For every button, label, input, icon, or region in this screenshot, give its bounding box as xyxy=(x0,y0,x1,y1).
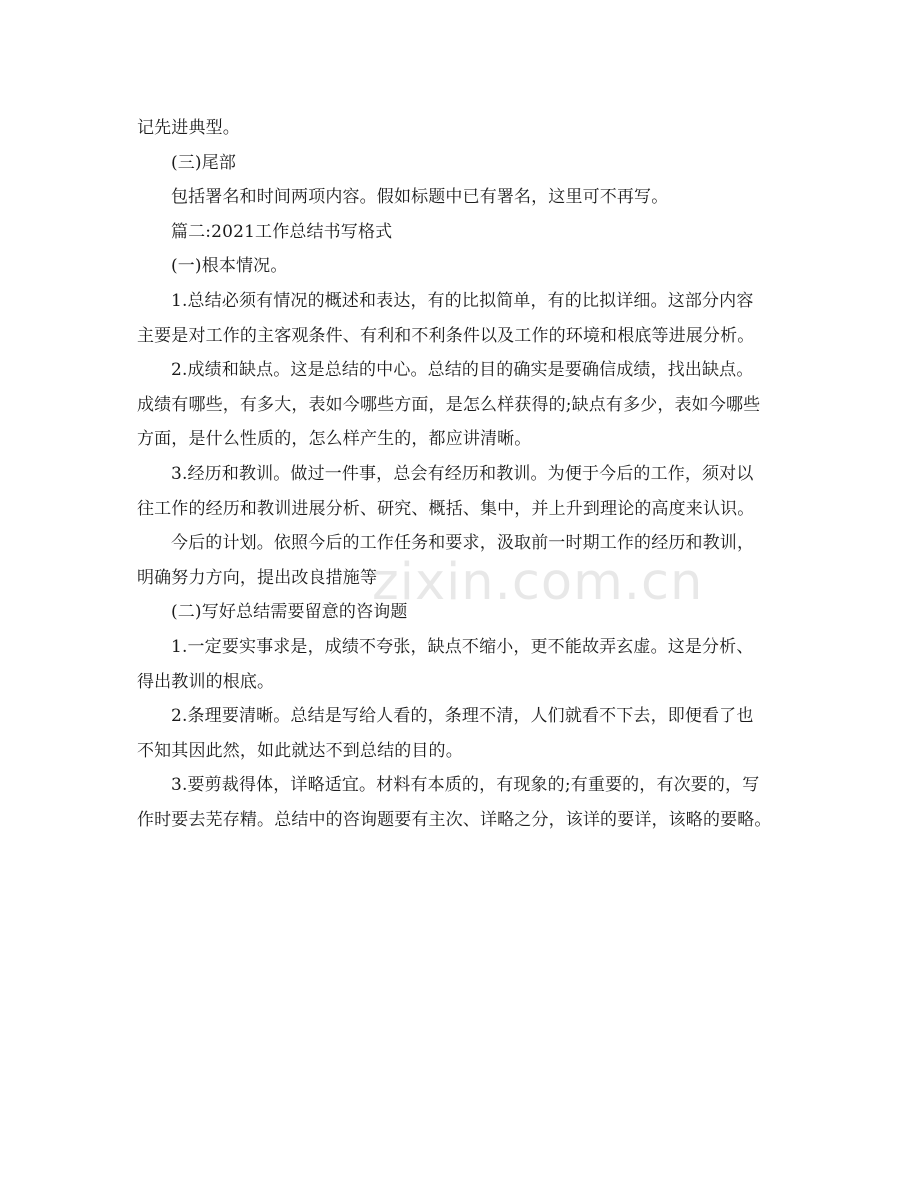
text-line-7: 主要是对工作的主客观条件、有利和不利条件以及工作的环境和根底等进展分析。 xyxy=(137,325,755,346)
text-line-16: 1.一定要实事求是，成绩不夸张，缺点不缩小，更不能故弄玄虚。这是分析、 xyxy=(171,636,754,657)
text-line-14: 明确努力方向，提出改良措施等 xyxy=(137,567,378,588)
text-line-18: 2.条理要清晰。总结是写给人看的，条理不清，人们就看不下去，即便看了也 xyxy=(171,706,754,727)
text-line-1: 记先进典型。 xyxy=(137,118,240,138)
text-line-10: 方面，是什么性质的，怎么样产生的，都应讲清晰。 xyxy=(137,429,532,450)
text-line-8: 2.成绩和缺点。这是总结的中心。总结的目的确实是要确信成绩，找出缺点。 xyxy=(171,360,754,381)
section-heading-basic: (一)根本情况。 xyxy=(171,256,288,277)
text-line-11: 3.经历和教训。做过一件事，总会有经历和教训。为便于今后的工作，须对以 xyxy=(171,463,754,484)
document-body xyxy=(137,111,787,837)
text-line-3: 包括署名和时间两项内容。假如标题中已有署名，这里可不再写。 xyxy=(171,187,669,208)
text-line-12: 往工作的经历和教训进展分析、研究、概括、集中，并上升到理论的高度来认识。 xyxy=(137,498,755,519)
watermark: zixin.com.cn xyxy=(372,553,704,612)
section-heading-tail: (三)尾部 xyxy=(171,152,237,173)
text-line-9: 成绩有哪些，有多大，表如今哪些方面，是怎么样获得的;缺点有多少，表如今哪些 xyxy=(137,394,761,415)
text-line-13: 今后的计划。依照今后的工作任务和要求，汲取前一时期工作的经历和教训， xyxy=(171,533,755,554)
text-line-20: 3.要剪裁得体，详略适宜。材料有本质的，有现象的;有重要的，有次要的，写 xyxy=(171,775,760,796)
text-line-19: 不知其因此然，如此就达不到总结的目的。 xyxy=(137,740,463,761)
text-line-21: 作时要去芜存精。总结中的咨询题要有主次、详略之分，该详的要详，该略的要略。 xyxy=(137,809,772,830)
text-line-17: 得出教训的根底。 xyxy=(137,671,275,692)
article-title: 篇二:2021工作总结书写格式 xyxy=(171,221,393,242)
text-line-6: 1.总结必须有情况的概述和表达，有的比拟简单，有的比拟详细。这部分内容 xyxy=(171,290,754,311)
section-heading-issues: (二)写好总结需要留意的咨询题 xyxy=(171,602,408,623)
